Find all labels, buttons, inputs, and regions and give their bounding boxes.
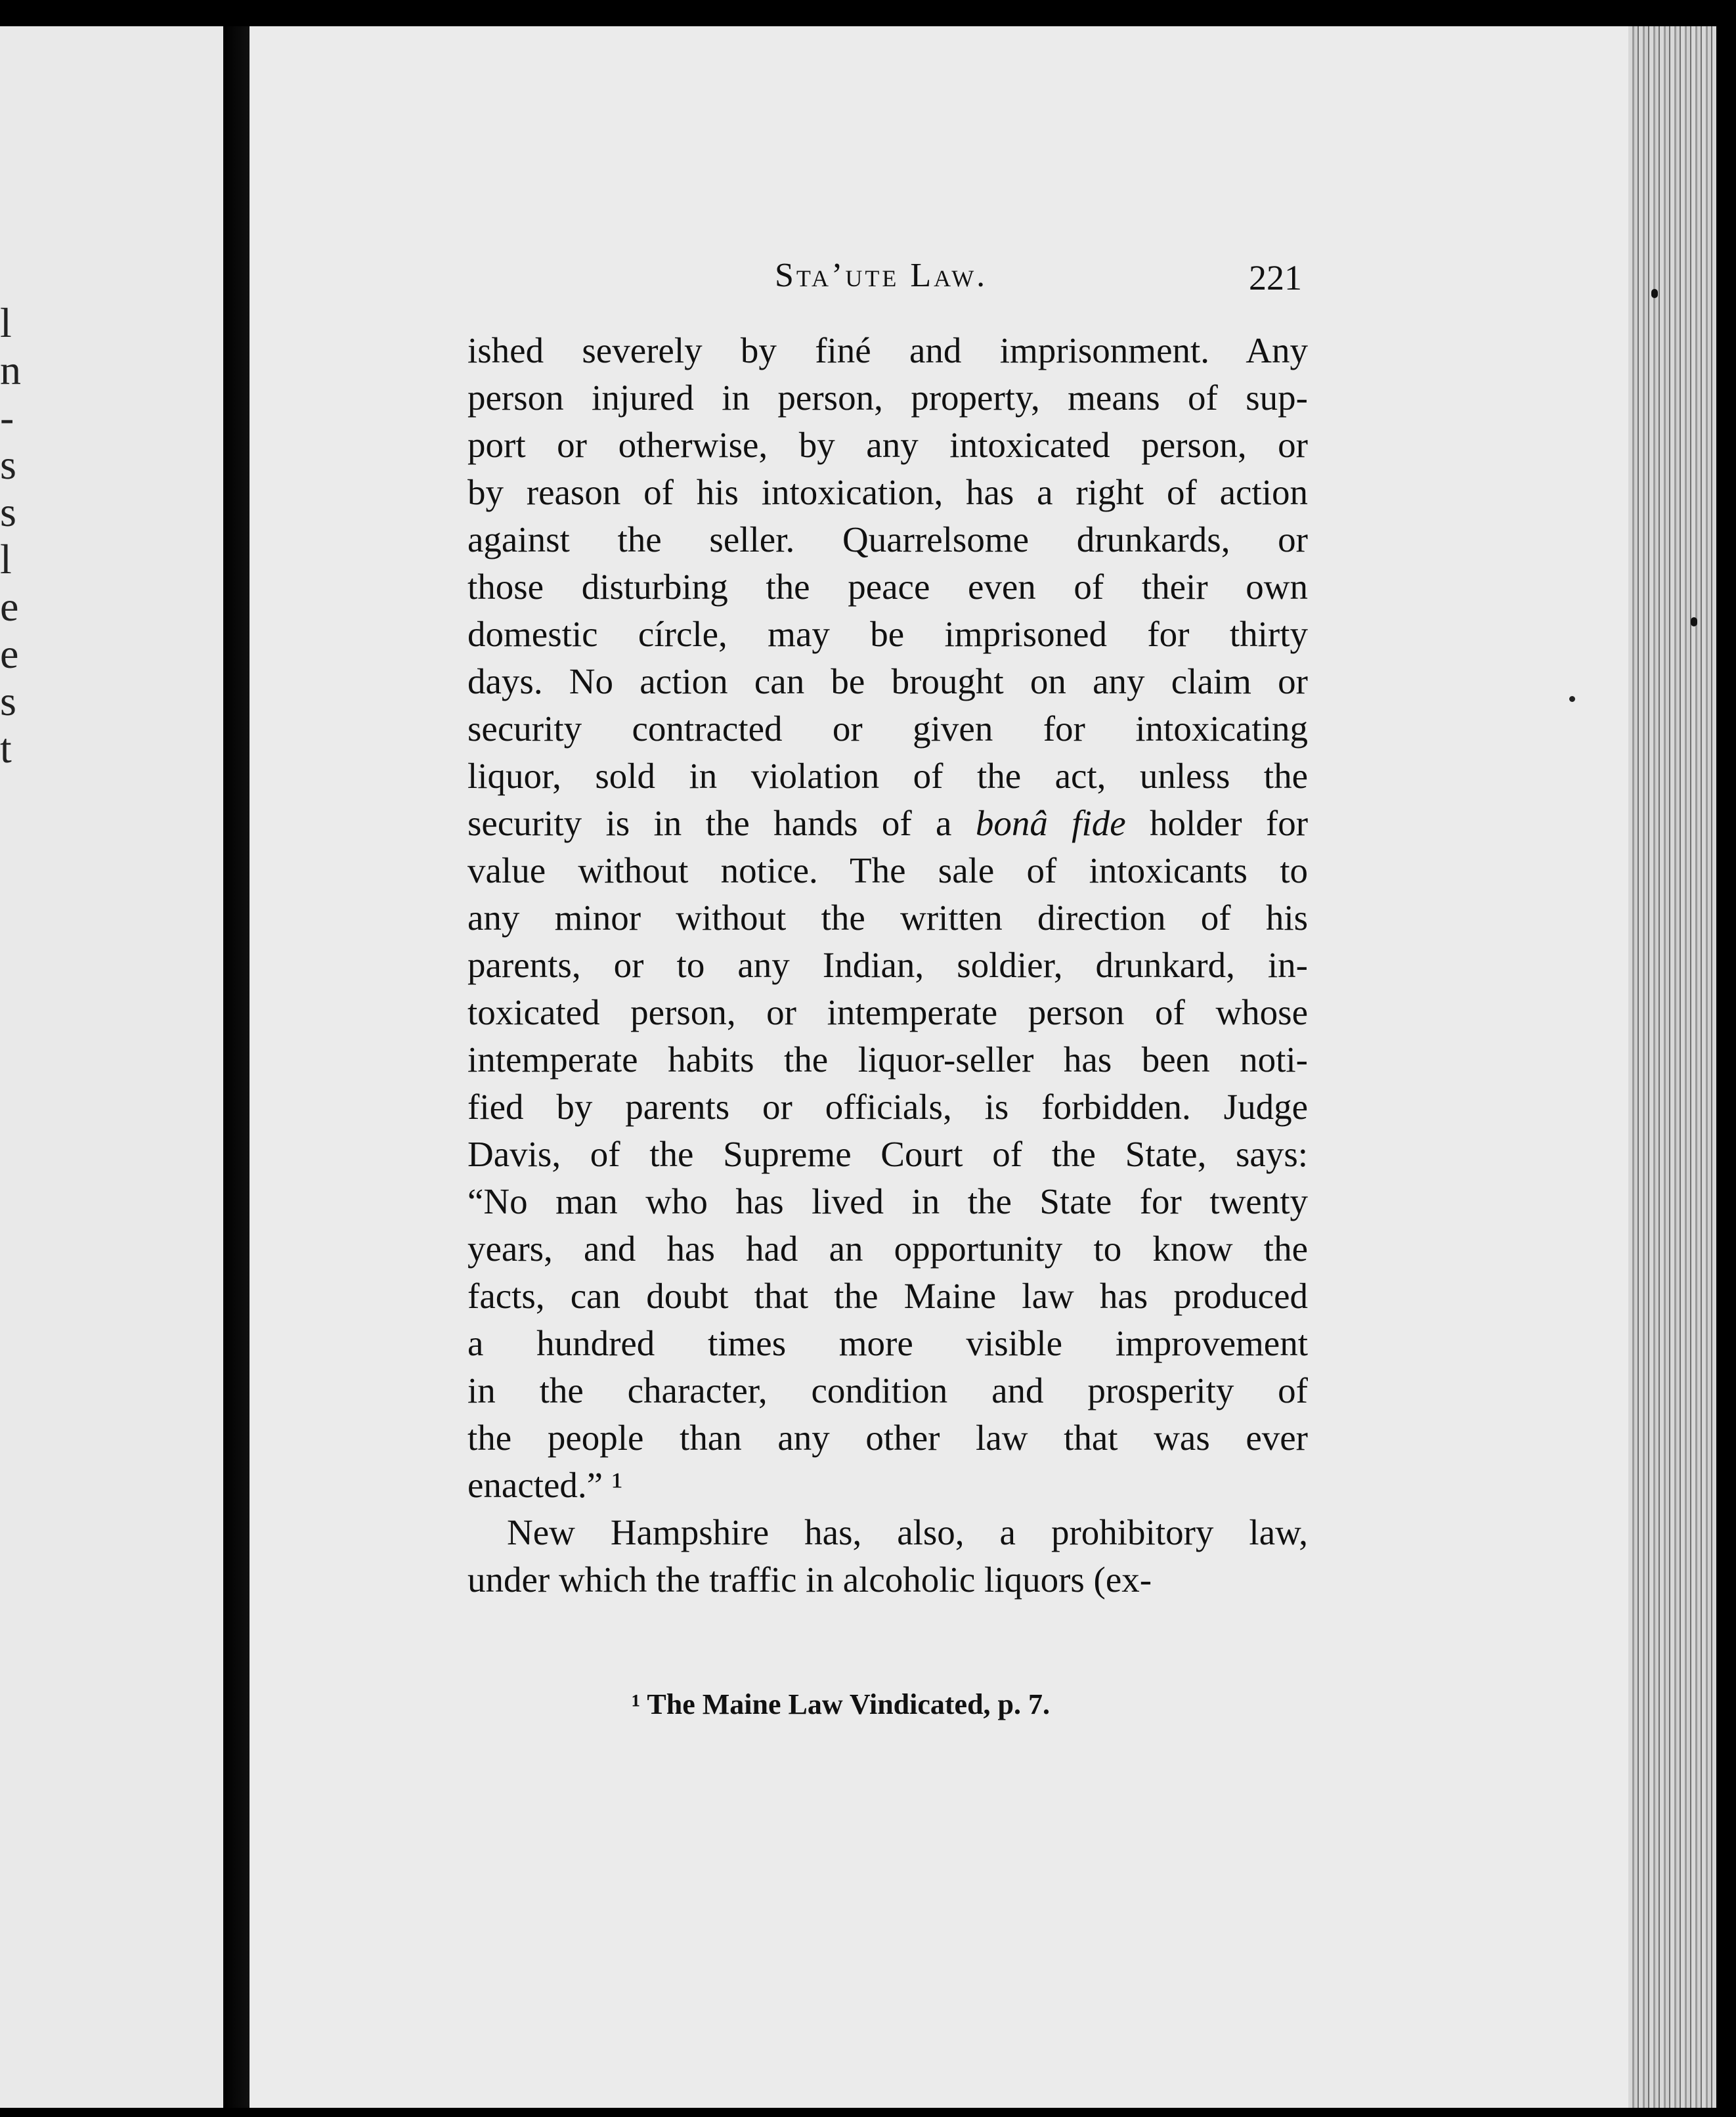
text-line: days. No action can be brought on any claim or bbox=[467, 661, 1308, 701]
book-gutter bbox=[223, 26, 250, 2108]
text-line: intemperate habits the liquor-seller has been noti- bbox=[467, 1039, 1308, 1080]
left-page-fragment-char: s bbox=[0, 441, 16, 488]
text-line: a hundred times more visible improvement bbox=[467, 1323, 1308, 1363]
left-page-fragment-char: l bbox=[0, 299, 12, 346]
footnote: ¹ The Maine Law Vindicated, p. 7. bbox=[632, 1688, 1051, 1720]
text-line: port or otherwise, by any intoxicated person, or bbox=[467, 425, 1308, 465]
left-page-fragment-char: t bbox=[0, 725, 12, 772]
edge-mark bbox=[1691, 617, 1697, 626]
text-line: the people than any other law that was ever bbox=[467, 1418, 1308, 1458]
text-line: under which the traffic in alcoholic liquors (ex- bbox=[467, 1560, 1152, 1600]
text-line: “No man who has lived in the State for twenty bbox=[467, 1181, 1308, 1221]
text-line: New Hampshire has, also, a prohibitory law, bbox=[507, 1512, 1308, 1552]
text-line: against the seller. Quarrelsome drunkards, or bbox=[467, 519, 1308, 559]
left-page-fragment-char: l bbox=[0, 536, 12, 582]
text-line: those disturbing the peace even of their own bbox=[467, 567, 1308, 607]
text-line: security is in the hands of a bonâ fide holder for bbox=[467, 803, 1309, 843]
text-line: years, and has had an opportunity to know the bbox=[467, 1229, 1308, 1269]
left-page-fragment bbox=[0, 26, 223, 2108]
text-line: any minor without the written direction of his bbox=[467, 898, 1308, 938]
text-line: parents, or to any Indian, soldier, drunkard, in- bbox=[467, 945, 1308, 985]
text-line: ished severely by finé and imprisonment. Any bbox=[467, 330, 1308, 370]
text-line: Davis, of the Supreme Court of the State, says: bbox=[467, 1134, 1308, 1174]
text-line: security contracted or given for intoxicating bbox=[467, 709, 1308, 749]
text-line: enacted.” ¹ bbox=[467, 1465, 623, 1505]
body-text bbox=[467, 327, 1308, 1604]
text-line: by reason of his intoxication, has a right of action bbox=[467, 472, 1308, 512]
text-line: in the character, condition and prosperity of bbox=[467, 1370, 1308, 1410]
text-line: domestic círcle, may be imprisoned for thirty bbox=[467, 614, 1308, 654]
page-edges bbox=[1628, 26, 1716, 2108]
left-page-fragment-char: n bbox=[0, 347, 21, 393]
text-line: person injured in person, property, means of sup- bbox=[467, 378, 1308, 418]
left-page-fragment-char: e bbox=[0, 630, 19, 677]
left-page-fragment-char: - bbox=[0, 394, 14, 441]
text-line: fied by parents or officials, is forbidden. Judge bbox=[467, 1087, 1308, 1127]
text-line: liquor, sold in violation of the act, unless the bbox=[467, 756, 1308, 796]
left-page-fragment-char: e bbox=[0, 583, 19, 630]
edge-mark bbox=[1651, 289, 1658, 298]
left-page-fragment-char: s bbox=[0, 489, 16, 535]
text-line: value without notice. The sale of intoxicants to bbox=[467, 850, 1308, 890]
text-line: facts, can doubt that the Maine law has produced bbox=[467, 1276, 1308, 1316]
page-number: 221 bbox=[1249, 258, 1302, 297]
left-page-fragment-char: s bbox=[0, 678, 16, 724]
ink-speck bbox=[1569, 696, 1575, 702]
text-line: toxicated person, or intemperate person of whose bbox=[467, 992, 1308, 1032]
running-head: Sta’ute Law. bbox=[775, 257, 988, 294]
